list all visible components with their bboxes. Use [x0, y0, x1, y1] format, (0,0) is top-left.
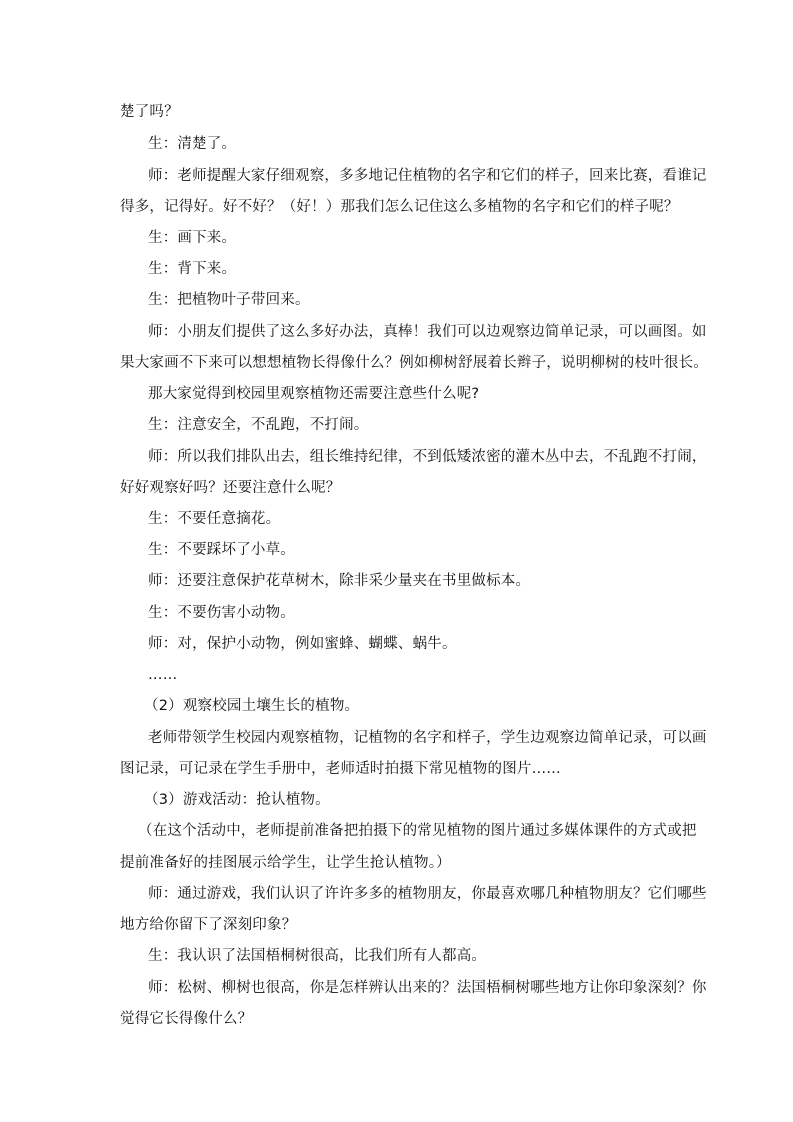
dialogue-line: 师：所以我们排队出去，组长维持纪律，不到低矮浓密的灌木丛中去，不乱跑不打闹，	[148, 449, 707, 465]
dialogue-line: 生：背下来。	[148, 261, 237, 277]
paragraph-line: 提前准备好的挂图展示给学生，让学生抢认植物。）	[120, 855, 451, 871]
ellipsis-line: ……	[148, 667, 178, 683]
dialogue-line: 生：我认识了法国梧桐树很高，比我们所有人都高。	[148, 948, 487, 964]
dialogue-line: 师：松树、柳树也很高，你是怎样辨认出来的？法国梧桐树哪些地方让你印象深刻？你	[148, 980, 707, 996]
dialogue-line: 生：不要踩坏了小草。	[148, 542, 295, 558]
paragraph-line: 好好观察好吗？还要注意什么呢？	[120, 480, 341, 496]
dialogue-line: 生：注意安全，不乱跑，不打闹。	[148, 417, 369, 433]
dialogue-line: 生：清楚了。	[148, 136, 237, 152]
dialogue-line: 生：把植物叶子带回来。	[148, 292, 310, 308]
dialogue-line: 师：还要注意保护花草树木，除非采少量夹在书里做标本。	[148, 573, 531, 589]
paragraph-line: 觉得它长得像什么？	[120, 1011, 253, 1027]
dialogue-line: 师：通过游戏，我们认识了许许多多的植物朋友，你最喜欢哪几种植物朋友？它们哪些	[148, 886, 707, 902]
paragraph-line: 得多，记得好。好不好？（好！）那我们怎么记住这么多植物的名字和它们的样子呢？	[120, 199, 679, 215]
section-heading: （2）观察校园土壤生长的植物。	[144, 698, 360, 714]
dialogue-line: 生：不要任意摘花。	[148, 511, 281, 527]
dialogue-line: 师：老师提醒大家仔细观察，多多地记住植物的名字和它们的样子，回来比赛，看谁记	[148, 168, 707, 184]
paragraph-line: 果大家画不下来可以想想植物长得像什么？例如柳树舒展着长辫子，说明柳树的枝叶很长。	[120, 355, 708, 371]
paragraph-line: 那大家觉得到校园里观察植物还需要注意些什么呢?	[148, 386, 480, 402]
paragraph-line: 老师带领学生校园内观察植物，记植物的名字和样子，学生边观察边简单记录，可以画	[148, 730, 707, 746]
dialogue-line: 生：画下来。	[148, 230, 237, 246]
dialogue-line: 师：对，保护小动物，例如蜜蜂、蝴蝶、蜗牛。	[148, 636, 457, 652]
dialogue-line: 生：不要伤害小动物。	[148, 605, 295, 621]
paragraph-line: 地方给你留下了深刻印象？	[120, 917, 297, 933]
section-heading: （3）游戏活动：抢认植物。	[144, 792, 330, 808]
paragraph-line: 图记录，可记录在学生手册中，老师适时拍摄下常见植物的图片……	[120, 761, 561, 777]
dialogue-line: 师：小朋友们提供了这么多好办法，真棒！我们可以边观察边简单记录，可以画图。如	[148, 324, 707, 340]
paragraph-line: 楚了吗？	[120, 104, 179, 120]
paragraph-line: （在这个活动中，老师提前准备把拍摄下的常见植物的图片通过多媒体课件的方式或把	[138, 823, 697, 839]
